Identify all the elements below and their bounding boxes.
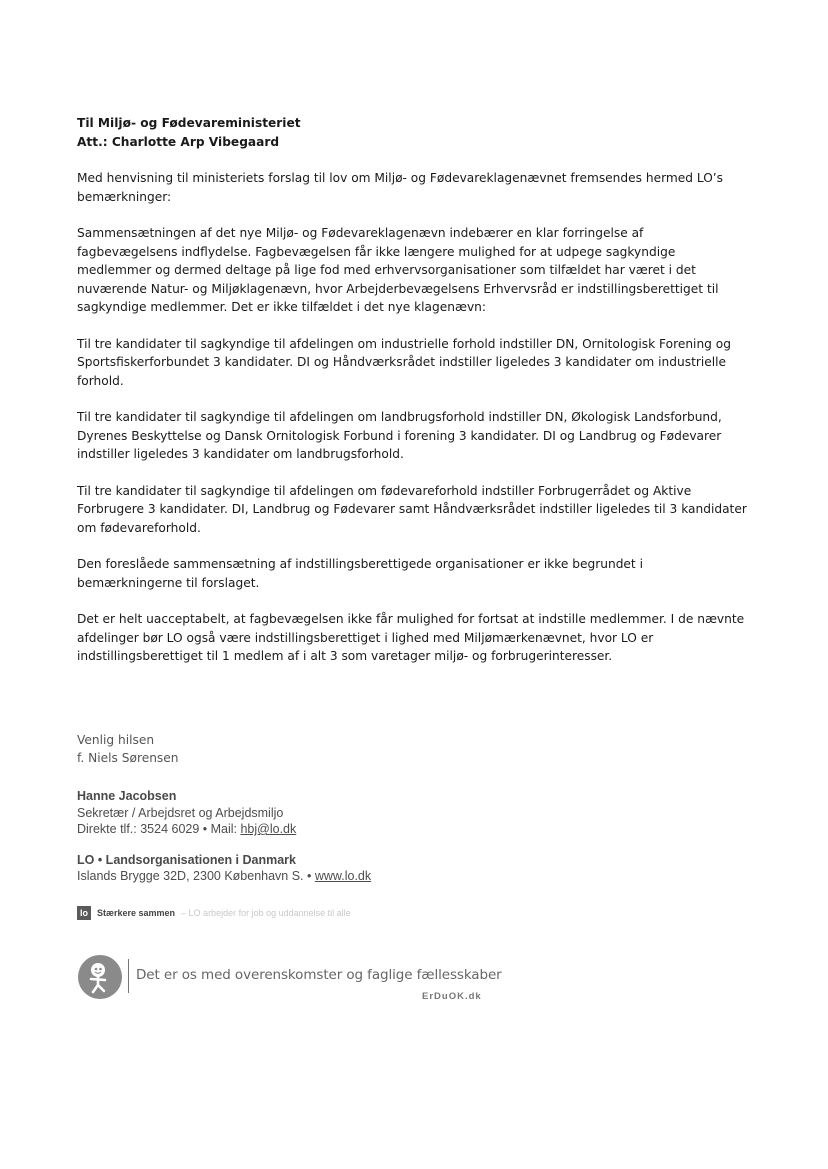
smiley-figure-icon <box>78 955 122 999</box>
contact-name: Hanne Jacobsen <box>77 789 177 803</box>
erduok-banner <box>78 953 518 1013</box>
banner-tagline: Det er os med overenskomster og faglige fællesskaber <box>136 967 502 983</box>
org-address-line <box>77 868 677 885</box>
phone-text: Direkte tlf.: 3524 6029 • Mail: <box>77 822 241 836</box>
org-name: LO • Landsorganisationen i Danmark <box>77 852 297 867</box>
banner-divider <box>128 959 129 993</box>
paragraph-justification: Den foreslåede sammensætning af indstillingsberettigede organisationer er ikke begrundet i bemærkningerne til forslaget. <box>77 557 643 590</box>
attention-line: Att.: Charlotte Arp Vibegaard <box>77 134 280 149</box>
paragraph-industrial: Til tre kandidater til sagkyndige til afdelingen om industrielle forhold indstiller DN, Ornitologisk Forening og Sportsfiskerforbundet 3 kandidater. DI og Håndværksrådet indstiller ligeledes 3 kandidater om industrielle forhold. <box>77 336 731 388</box>
slogan-faint: – LO arbejder for job og uddannelse til alle <box>181 908 351 918</box>
banner-brand: ErDuOK.dk <box>422 991 482 1002</box>
contact-title: Sekretær / Arbejdsret og Arbejdsmiljo <box>77 805 284 820</box>
paragraph-intro: Med henvisning til ministeriets forslag til lov om Miljø- og Fødevareklagenævnet fremsendes hermed LO’s bemærkninger: <box>77 171 724 204</box>
paragraph-food: Til tre kandidater til sagkyndige til afdelingen om fødevareforhold indstiller Forbrugerrådet og Aktive Forbrugere 3 kandidater. DI, Landbrug og Fødevarer samt Håndværksrådet indstiller ligeledes til 3 kandidater om fødevareforhold. <box>77 483 747 535</box>
greeting: Venlig hilsen <box>77 733 155 747</box>
signed-for: f. Niels Sørensen <box>77 751 179 765</box>
recipient-line: Til Miljø- og Fødevareministeriet <box>77 116 301 130</box>
paragraph-conclusion: Det er helt uacceptabelt, at fagbevægelsen ikke får mulighed for fortsat at indstille medlemmer. I de nævnte afdelinger bør LO også være indstillingsberettiget i lighed med Miljømærkenævnet, hvor LO er indstillingsberettiget til 1 medlem af i alt 3 som varetager miljø- og forbrugerinteresser. <box>77 612 745 663</box>
closing-block <box>77 731 677 767</box>
contact-block <box>77 788 677 885</box>
lo-logo-icon: lo <box>77 906 91 920</box>
recipient-block <box>77 114 747 151</box>
paragraph-composition: Sammensætningen af det nye Miljø- og Fødevareklagenævn indebærer en klar forringelse af fagbevægelsens indflydelse. Fagbevægelsen får ikke længere mulighed for at udpege sagkyndige medlemmer og dermed deltage på lige fod med erhvervsorganisationer som tilfældet har været i det nuværende Natur- og Miljøklagenævn, hvor Arbejderbevægelsens Erhvervsråd er indstillingsberettiget til sagkyndige medlemmer. Det er ikke tilfældet i det nye klagenævn: <box>77 226 719 314</box>
slogan-strong: Stærkere sammen <box>97 908 176 918</box>
letter-body <box>77 114 747 684</box>
website-link[interactable]: www.lo.dk <box>314 869 372 883</box>
org-block <box>77 852 677 885</box>
slogan-row <box>77 906 351 920</box>
contact-phone-line <box>77 821 677 838</box>
address-text: Islands Brygge 32D, 2300 København S. • <box>77 869 315 883</box>
paragraph-agriculture: Til tre kandidater til sagkyndige til afdelingen om landbrugsforhold indstiller DN, Økologisk Landsforbund, Dyrenes Beskyttelse og Dansk Ornitologisk Forbund i forening 3 kandidater. DI og Landbrug og Fødevarer indstiller ligeledes 3 kandidater om landbrugsforhold. <box>77 410 722 461</box>
email-link[interactable]: hbj@lo.dk <box>240 822 297 836</box>
